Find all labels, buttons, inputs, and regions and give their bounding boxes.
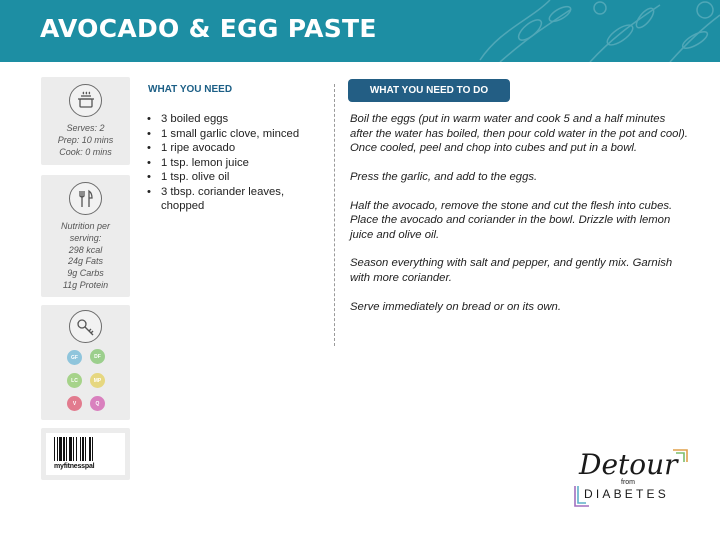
- column-divider: [334, 84, 335, 346]
- barcode-bar: [57, 437, 58, 461]
- ingredient-item: • 1 ripe avocado: [147, 141, 322, 156]
- badge-quick: Q: [90, 396, 105, 411]
- header-banner: [0, 0, 720, 62]
- cook-line: Cook: 0 mins: [59, 146, 112, 157]
- myfitnesspal-card[interactable]: [41, 428, 130, 480]
- barcode-bar: [73, 437, 74, 461]
- ingredient-item: • 1 small garlic clove, minced: [147, 127, 322, 142]
- barcode-bar: [89, 437, 91, 461]
- barcode-bar: [59, 437, 62, 461]
- badge-low-carb: LC: [67, 373, 82, 388]
- serves-info: [41, 123, 130, 158]
- barcode-bar: [54, 437, 55, 461]
- cooking-pot-icon: [69, 84, 102, 117]
- myfitnesspal-label: myfitnesspal: [54, 463, 95, 470]
- leaf-pattern-decoration: [470, 0, 720, 62]
- recipe-title: AVOCADO & EGG PASTE: [40, 14, 377, 43]
- protein-line: 11g Protein: [62, 279, 109, 290]
- barcode-bar: [82, 437, 84, 461]
- method-step: Press the garlic, and add to the eggs.: [350, 170, 538, 183]
- nutrition-line: Nutrition per: [60, 221, 111, 231]
- nutrition-line: serving:: [69, 232, 102, 243]
- method-step: Season everything with salt and pepper, and gently mix. Garnish with more coriander.: [350, 257, 673, 284]
- badge-dairy-free: DF: [90, 349, 105, 364]
- method-step: Boil the eggs (put in warm water and cook 5 and a half minutes after the water has boiled, then pour cold water in the pot and cool). Once cooled, peel and chop into cubes and put in a bowl.: [350, 113, 688, 154]
- ingredients-list: [147, 112, 322, 214]
- badge-vegetarian: V: [67, 396, 82, 411]
- ingredient-item: • 3 tbsp. coriander leaves, chopped: [147, 185, 322, 214]
- fats-line: 24g Fats: [67, 256, 104, 267]
- method-heading: WHAT YOU NEED TO DO: [348, 79, 510, 102]
- barcode-panel[interactable]: [46, 433, 125, 475]
- barcode-bar: [92, 437, 93, 461]
- nutrition-info: [41, 221, 130, 292]
- barcode-icon: [53, 437, 117, 461]
- nutrition-card: [41, 175, 130, 297]
- prep-line: Prep: 10 mins: [57, 134, 114, 145]
- key-icon: [69, 310, 102, 343]
- method-step: Half the avocado, remove the stone and cut the flesh into cubes. Place the avocado and coriander in the bowl. Drizzle with lemon juice and olive oil.: [350, 199, 673, 241]
- barcode-bar: [66, 437, 67, 461]
- ingredient-item: • 3 boiled eggs: [147, 112, 322, 127]
- carbs-line: 9g Carbs: [67, 268, 104, 279]
- barcode-bar: [80, 437, 81, 461]
- method-step: Serve immediately on bread or on its own.: [350, 300, 561, 313]
- barcode-bar: [69, 437, 72, 461]
- logo-from: from: [621, 479, 635, 486]
- badge-meal-prep: MP: [90, 373, 105, 388]
- method-steps: [350, 112, 690, 328]
- fork-knife-icon: [69, 182, 102, 215]
- serves-card: [41, 77, 130, 165]
- ingredient-item: • 1 tsp. olive oil: [147, 170, 322, 185]
- barcode-bar: [85, 437, 86, 461]
- barcode-bar: [63, 437, 65, 461]
- dietary-key-card: [41, 305, 130, 420]
- logo-word: DIABETES: [584, 487, 669, 501]
- kcal-line: 298 kcal: [68, 244, 103, 255]
- ingredient-item: • 1 tsp. lemon juice: [147, 156, 322, 171]
- detour-from-diabetes-logo: [565, 428, 695, 513]
- ingredients-heading: WHAT YOU NEED: [148, 84, 233, 95]
- barcode-bar: [76, 437, 77, 461]
- serves-line: Serves: 2: [66, 123, 105, 133]
- badge-gluten-free: GF: [67, 350, 82, 365]
- logo-script: Detour: [579, 448, 678, 481]
